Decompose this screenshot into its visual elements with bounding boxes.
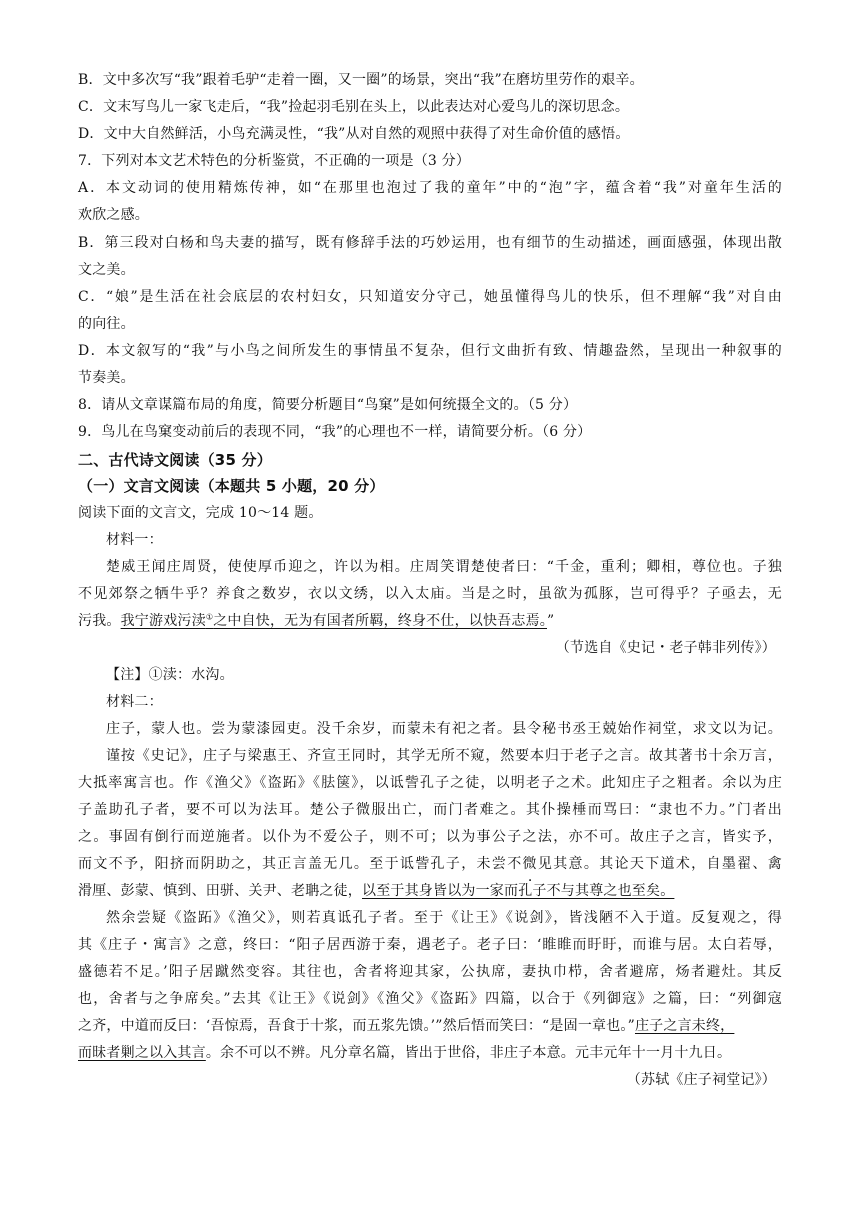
material-2-line: 子盖助孔子者，要不可以为法耳。楚公子微服出亡，而门者难之。其仆操棰而骂曰：“隶也不力。”门者出 — [78, 802, 782, 818]
emphasis-dot-char: 微 — [522, 856, 538, 872]
text-span: 而文不予，阳挤而阴助之，其正言盖无几。至于诋訾孔子，未尝不 — [78, 856, 523, 872]
text-span: 之齐，中道而反曰：‘吾惊焉，吾食于十浆，而五浆先馈。’”然后悟而笑曰：“是固一章也。” — [78, 1018, 635, 1034]
text-span: 。余不可以不辨。凡分章名篇，皆出于世俗，非庄子本意。元丰元年十一月十九日。 — [205, 1045, 732, 1061]
material-2-line — [78, 851, 782, 877]
material-2-line: 大抵率寓言也。作《渔父》《盗跖》《胠箧》，以诋訾孔子之徒，以明老子之术。此知庄子之粗者。余以为庄 — [78, 775, 782, 791]
material-2-line: 庄子，蒙人也。尝为蒙漆园吏。没千余岁，而蒙未有祀之者。县令秘书丞王兢始作祠堂，求文以为记。 — [106, 721, 782, 737]
underlined-sentence — [121, 613, 547, 629]
underlined-sentence: 以至于其身皆以为一家而孔子不与其尊之也至矣。 — [362, 883, 675, 899]
text-span: 滑厘、彭蒙、慎到、田骈、关尹、老聃之徒， — [78, 883, 362, 899]
underlined-sentence: 庄子之言未终， — [634, 1018, 735, 1034]
question-7-option-c-line2: 的向往。 — [78, 316, 135, 332]
question-7-option-a-line1: A．本文动词的使用精炼传神，如“在那里也泡过了我的童年”中的“泡”字，蕴含着“我”对童年生活的 — [78, 180, 782, 196]
material-2-line: 之。事固有倒行而逆施者。以仆为不爱公子，则不可；以为事公子之法，亦不可。故庄子之言，皆实予， — [78, 829, 782, 845]
question-7-option-d-line2: 节奏美。 — [78, 370, 135, 386]
question-6-option-b: B．文中多次写“我”跟着毛驴“走着一圈，又一圈”的场景，突出“我”在磨坊里劳作的艰辛。 — [78, 72, 644, 88]
text-span: ” — [547, 613, 555, 629]
material-2-line: 然余尝疑《盗跖》《渔父》，则若真诋孔子者。至于《让王》《说剑》，皆浅陋不入于道。反复观之，得 — [106, 910, 782, 926]
question-7-option-b-line1: B．第三段对白杨和鸟夫妻的描写，既有修辞手法的巧妙运用，也有细节的生动描述，画面感强，体现出散 — [78, 235, 782, 251]
question-7-option-a-line2: 欢欣之感。 — [78, 207, 149, 223]
text-span: 我宁游戏污渎 — [120, 613, 206, 629]
question-8: 8．请从文章谋篇布局的角度，简要分析题目“鸟窠”是如何统摄全文的。（5 分） — [78, 397, 578, 413]
material-2-line — [78, 1013, 788, 1039]
material-2-line — [78, 878, 788, 904]
material-1-source: （节选自《史记・老子韩非列传》） — [555, 640, 776, 656]
footnote: 【注】①渎：水沟。 — [106, 667, 234, 683]
question-7-option-d-line1: D．本文叙写的“我”与小鸟之间所发生的事情虽不复杂，但行文曲折有致、情趣盎然，呈现出一种叙事的 — [78, 343, 782, 359]
material-1-line — [78, 608, 788, 634]
question-7-option-b-line2: 文之美。 — [78, 262, 135, 278]
question-6-option-c: C．文末写鸟儿一家飞走后，“我”捡起羽毛别在头上，以此表达对心爱鸟儿的深切思念。 — [78, 99, 630, 115]
material-1-label: 材料一： — [106, 532, 163, 548]
material-2-line: 其《庄子・寓言》之意，终曰：“阳子居西游于秦，遇老子。老子曰：‘睢睢而盱盱，而谁与居。太白若辱， — [78, 937, 782, 953]
text-span: 之中自快，无为有国者所羁，终身不仕，以快吾志焉。 — [213, 613, 547, 629]
material-2-label: 材料二： — [106, 694, 163, 710]
material-2-line: 谨按《史记》，庄子与梁惠王、齐宣王同时，其学无所不窥，然要本归于老子之言。故其著书十余万言， — [106, 748, 782, 764]
material-2-source: （苏轼《庄子祠堂记》） — [626, 1072, 776, 1088]
material-2-line — [78, 1040, 788, 1066]
question-7-option-c-line1: C．“娘”是生活在社会底层的农村妇女，只知道安分守己，她虽懂得鸟儿的快乐，但不理解“我”对自由 — [78, 289, 782, 305]
reading-instruction: 阅读下面的文言文，完成 10～14 题。 — [78, 505, 323, 521]
material-1-line: 不见郊祭之牺牛乎？养食之数岁，衣以文绣，以入太庙。当是之时，虽欲为孤豚，岂可得乎？子亟去，无 — [78, 586, 782, 602]
question-7-stem: 7．下列对本文艺术特色的分析鉴赏，不正确的一项是（3 分） — [78, 153, 471, 169]
underlined-sentence: 而昧者剿之以入其言 — [78, 1045, 206, 1061]
subsection-heading: （一）文言文阅读（本题共 5 小题，20 分） — [78, 477, 385, 495]
question-6-option-d: D．文中大自然鲜活，小鸟充满灵性，“我”从对自然的观照中获得了对生命价值的感悟。 — [78, 126, 630, 142]
text-span: 污我。 — [78, 613, 121, 629]
material-2-line: 盛德若不足。’阳子居蹴然变容。其往也，舍者将迎其家，公执席，妻执巾栉，舍者避席，炀者避灶。其反 — [78, 964, 782, 980]
question-9: 9．鸟儿在鸟窠变动前后的表现不同，“我”的心理也不一样，请简要分析。（6 分） — [78, 424, 592, 440]
material-1-line: 楚威王闻庄周贤，使使厚币迎之，许以为相。庄周笑谓楚使者曰：“千金，重利；卿相，尊位也。子独 — [106, 559, 782, 575]
text-span: 见其意。其论天下道术，自墨翟、禽 — [537, 856, 783, 872]
material-2-line: 也，舍者与之争席矣。”去其《让王》《说剑》《渔父》《盗跖》四篇，以合于《列御寇》之篇，曰：“列御寇 — [78, 991, 782, 1007]
section-heading: 二、古代诗文阅读（35 分） — [78, 451, 272, 469]
footnote-marker: ① — [205, 612, 214, 622]
